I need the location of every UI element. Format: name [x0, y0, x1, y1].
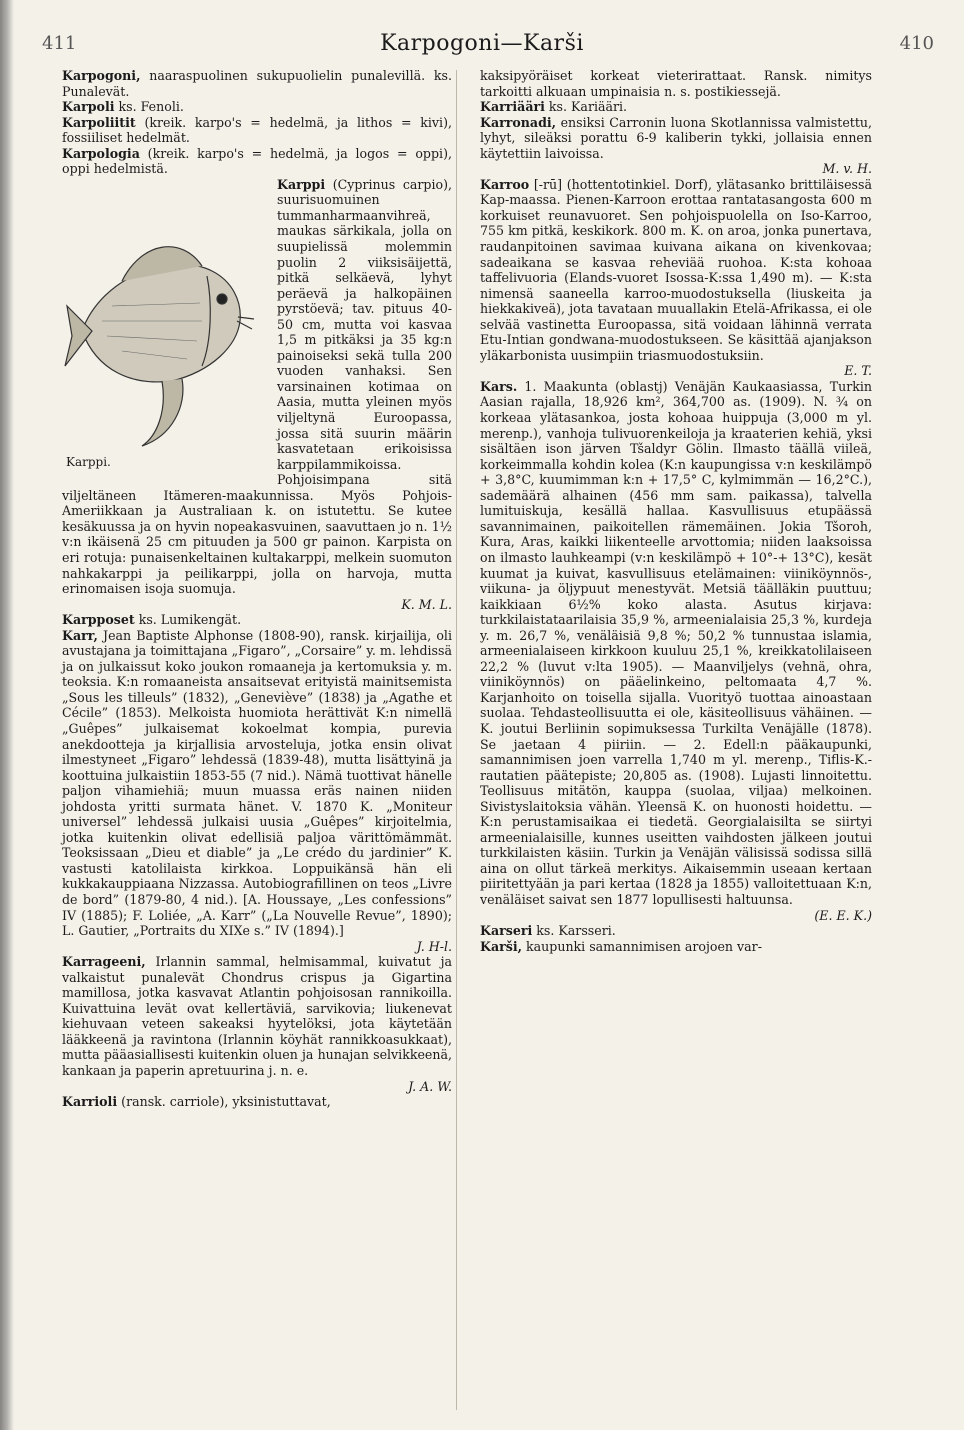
entry-head: Karpposet [62, 612, 135, 628]
entry-body: ks. Kariääri. [548, 99, 628, 115]
entry-head: Karronadi, [480, 114, 557, 130]
entry-body: kaksipyöräiset korkeat vieterirattaat. Ransk. nimitys tarkoitti alkuaan umpinaisia n. s. postikiessejä. [480, 68, 872, 99]
entry-body: naaraspuolinen sukupuolielin punalevillä. ks. Punalevät. [62, 68, 452, 99]
entry-head: Karppi [277, 176, 326, 192]
entry-head: Kars. [480, 378, 518, 394]
entry-head: Karpoli [62, 99, 115, 115]
entry-head: Karseri [480, 923, 533, 939]
entry-body: kaupunki samannimisen arojoen var- [526, 938, 762, 954]
entry [62, 68, 452, 99]
entry [62, 612, 452, 628]
entry-signature: M. v. H. [822, 161, 872, 177]
entry-body: ks. Fenoli. [118, 99, 184, 115]
entry-signature: J. A. W. [408, 1078, 452, 1094]
book-spine-shadow [0, 0, 14, 1430]
right-column [480, 68, 872, 954]
entry-head: Karpoliitit [62, 114, 136, 130]
entry-body: (ransk. carriole), yksinistuttavat, [121, 1094, 331, 1110]
entry-signature: E. T. [844, 363, 872, 379]
carp-figure [62, 181, 267, 481]
entry-body: Irlannin sammal, helmisammal, kuivatut ja valkaistut punalevät Chondrus crispus ja Gigartina mamillosa, jotka kasvavat Atlantin pohjoisosan rannikoilla. Kuivattuina levät ovat kellertäviä, sarvikovia; liukenevat kiehuvaan veteen sakeaksi hyytelöksi, jota käytetään lääkkeenä ja ravintona (Irlannin köyhät rannikkoasukkaat), mutta pääasiallisesti kuitenkin oluen ja hunajan selvikkeenä, kankaan ja paperin apretuurina j. n. e. [62, 954, 452, 1078]
entry [62, 628, 452, 954]
entry-head: Karrioli [62, 1094, 118, 1110]
entry [480, 939, 872, 955]
entry-body: Jean Baptiste Alphonse (1808-90), ransk. kirjailija, oli avustajana ja toimittajana „Figaro”, „Corsaire” y. m. lehdissä ja on julkaissut koko joukon romaaneja ja kertomuksia y. m. teoksia. K:n romaaneista ansaitsevat erityistä mainitsemista „Sous les tilleuls” (1832), „Geneviève” (1838) ja „Agathe et Cécile” (1853). Melkoista huomiota herättivät K:n nimellä „Guêpes” julkaisemat kokoelmat kompia, purevia anekdootteja ja kirjallisia arvosteluja, jotka ensin olivat ilmestyneet „Figaro” lehdessä (1839-48), mutta lisättyinä ja koottuina julkaistiin 1853-55 (7 nid.). Nämä tuottivat hänelle paljon vihamiehiä; muun muassa eräs nainen niiden johdosta yritti surmata hänet. V. 1870 K. „Moniteur universel” lehdessä julkaisi uusia „Guêpes” kirjoitelmia, jotka kuitenkin olivat edellisiä paljoa värittömämmät. Teoksissaan „Dieu et diable” ja „Le crédo du jardinier” K. vastusti katolilaista kirkkoa. Loppuikänsä hän eli kukkakauppiaana Nizzassa. Autobiografillinen on teos „Livre de bord” (1879-80, 4 nid.). [A. Houssaye, „Les confessions” IV (1885); F. Loliée, „A. Karr” („La Nouvelle Revue”, 1890); L. Gautier, „Portraits du XIXe s.” IV (1894).] [62, 627, 452, 939]
page-number-right: 410 [899, 33, 934, 54]
entry-head: Karrageeni, [62, 954, 146, 970]
entry-signature: J. H-l. [416, 938, 452, 954]
entry [480, 115, 872, 177]
entry-signature: (E. E. K.) [814, 907, 872, 923]
entry [480, 68, 872, 99]
entry-head: Karriääri [480, 99, 545, 115]
entry [62, 115, 452, 146]
figure-caption: Karppi. [66, 455, 111, 470]
page-number-left: 411 [42, 33, 77, 54]
entry-body: 1. Maakunta (oblastj) Venäjän Kaukaasiassa, Turkin Aasian rajalla, 18,926 km², 364,700 as. (1909). N. ¾ on korkeaa ylätasankoa, josta kohoaa huippuja (3,000 m yl. merenp.), vanhoja tulivuorenkeiloja ja kraaterien kehiä, yksi sisältäen ison järven Tšaldyr Gölin. Ilmasto täällä viileä, korkeimmalla kohdin kolea (K:n kaupungissa v:n keskilämpö + 3,8°C, kuumimman k:n + 17,5° C, kylmimmän — 16,2°C.), sademäärä alhainen (456 mm sam. paikassa), talvella lumituiskuja, kesällä hallaa. Kasvullisuus etupäässä savannimainen, paikoitellen rämemäinen. Jokia Tšoroh, Kura, Aras, kaikki liikenteelle arvottomia; niiden laaksoissa on ilmasto lauhkeampi (v:n keskilämpö + 10°-+ 13°C), kesät kuumat ja kuivat, kasvullisuus etelämainen: viiniköynnös-, viikuna- ja öljypuut menestyvät. Metsiä täälläkin puuttuu; kaikkiaan 6½% koko alasta. Asutus kirjava: turkkilaistataarilaisia 35,9 %, armeenialaisia 25,3 %, kurdeja y. m. 26,7 %, venäläisiä 9,8 %; 50,2 % tunnustaa islamia, armeenialaiseen kirkkoon kuuluu 25,1 %, kreikkatolilaiseen 22,2 % (luvut v:lta 1905). — Maanviljelys (vehnä, ohra, viiniköynnös) on pääelinkeino, peltomaata 4,7 %. Karjanhoito on toisella sijalla. Vuorityö tuottaa ainoastaan suolaa. Tehdasteollisuutta ei ole, käsiteollisuus vähäinen. — K. joutui Berliinin sopimuksessa Turkilta Venäjälle (1878). Se jaetaan 4 piiriin. — 2. Edell:n pääkaupunki, samannimisen joen varrella 1,740 m yl. merenp., Tiflis-K.-rautatien päätepiste; 20,805 as. (1908). Lujasti linnoitettu. Teollisuus mitätön, kauppa (suolaa, viljaa) melkoinen. Sivistyslaitoksia vähän. Yleensä K. on huonosti hoidettu. — K:n perustamisaikaa ei tiedetä. Georgialaisilta se siirtyi armeenialaisille, kunnes useitten vaihdosten jälkeen joutui turkkilaisten käsiin. Turkin ja Venäjän välisissä sodissa sillä aina on ollut tärkeä merkitys. Aikaisemmin useaan kertaan piiritettyään ja pari kertaa (1828 ja 1855) valloitettuaan K:n, venäläiset saivat sen 1877 lopullisesti haltuunsa. [480, 378, 873, 907]
page-title: Karpogoni—Karši [380, 31, 584, 56]
entry [62, 99, 452, 115]
entry-body: ensiksi Carronin luona Skotlannissa valmistettu, lyhyt, sileäksi porattu 6-9 kaliberin tykki, jollaisia ennen käytettiin laivoissa. [480, 114, 873, 161]
entry-body: (Cyprinus carpio), suurisuomuinen tummanharmaanvihreä, maukas särkikala, jolla on suupielissä molemmin puolin 2 viiksisäijettä, pitkä selkäevä, lyhyt peräevä ja halkopäinen pyrstöevä; tav. pituus 40-50 cm, mutta voi kasvaa 1,5 m pitkäksi ja 35 kg:n painoiseksi sekä tulla 200 vuoden vanhaksi. Sen varsinainen kotimaa on Aasia, mutta yleinen myös viljeltynä Euroopassa, jossa sitä suurin määrin kasvatetaan erikoisissa karppilammikoissa. Pohjoisimpana sitä viljeltäneen Itämeren-maakunnissa. Myös Pohjois-Ameriikkaan ja Australiaan k. on istutettu. Se kutee kesäkuussa ja on hyvin nopeakasvuinen, saavuttaen jo n. 1½ v:n ikäisenä 25 cm pituuden ja 500 gr painon. Karpista on eri rotuja: punaisenkeltainen kultakarppi, melkein suomuton nahkakarppi ja peilikarppi, jolla on harvoja, mutta erinomaisen isoja suomuja. [62, 176, 452, 597]
entry [480, 379, 872, 923]
entry-head: Karši, [480, 938, 522, 954]
entry-body: (kreik. karpo's = hedelmä, ja lithos = kivi), fossiiliset hedelmät. [62, 114, 452, 146]
entry-head: Karr, [62, 627, 98, 643]
entry [62, 146, 452, 177]
entry [480, 177, 872, 379]
entry-body: ks. Lumikengät. [138, 612, 242, 628]
left-column [62, 68, 452, 1110]
entry-body: (kreik. karpo's = hedelmä, ja logos = oppi), oppi hedelmistä. [62, 145, 452, 177]
entry-head: Karpologia [62, 145, 140, 161]
carp-fish-illustration [62, 181, 267, 451]
entry-head: Karroo [480, 176, 530, 192]
entry-body: [-rū] (hottentotinkiel. Dorf), ylätasanko brittiläisessä Kap-maassa. Pienen-Karroon erottaa rantatasangosta 600 m korkuiset reunavuoret. Sen pohjoispuolella on Iso-Karroo, 755 km pitkä, keskikork. 800 m. K. on aroa, jonka punertava, raudanpitoinen savimaa kuivana aikana on kivenkovaa; sadeaikana se kasvaa reheviää ruohoa. K:sta kohoaa taffelivuoria (Elands-vuoret Isossa-K:ssa 1,490 m). — K:sta nimensä saaneella karroo-muodostuksella (liuskeita ja hiekkakiveä), jota tavataan muuallakin Etelä-Afrikassa, ei ole selvää vastinetta Euroopassa, sitä voidaan lähinnä verrata Etu-Intian gondwana-muodostukseen. Se käsittää ajanjakson yläkarbonista uusimpiin triasmuodostuksiin. [480, 176, 872, 363]
page-header [0, 0, 964, 60]
entry [62, 954, 452, 1094]
entry [480, 923, 872, 939]
entry-body: ks. Karsseri. [536, 923, 616, 939]
entry-head: Karpogoni, [62, 68, 141, 83]
entry [62, 1094, 452, 1110]
column-divider [456, 70, 457, 1410]
entry-signature: K. M. L. [401, 596, 452, 612]
entry [480, 99, 872, 115]
